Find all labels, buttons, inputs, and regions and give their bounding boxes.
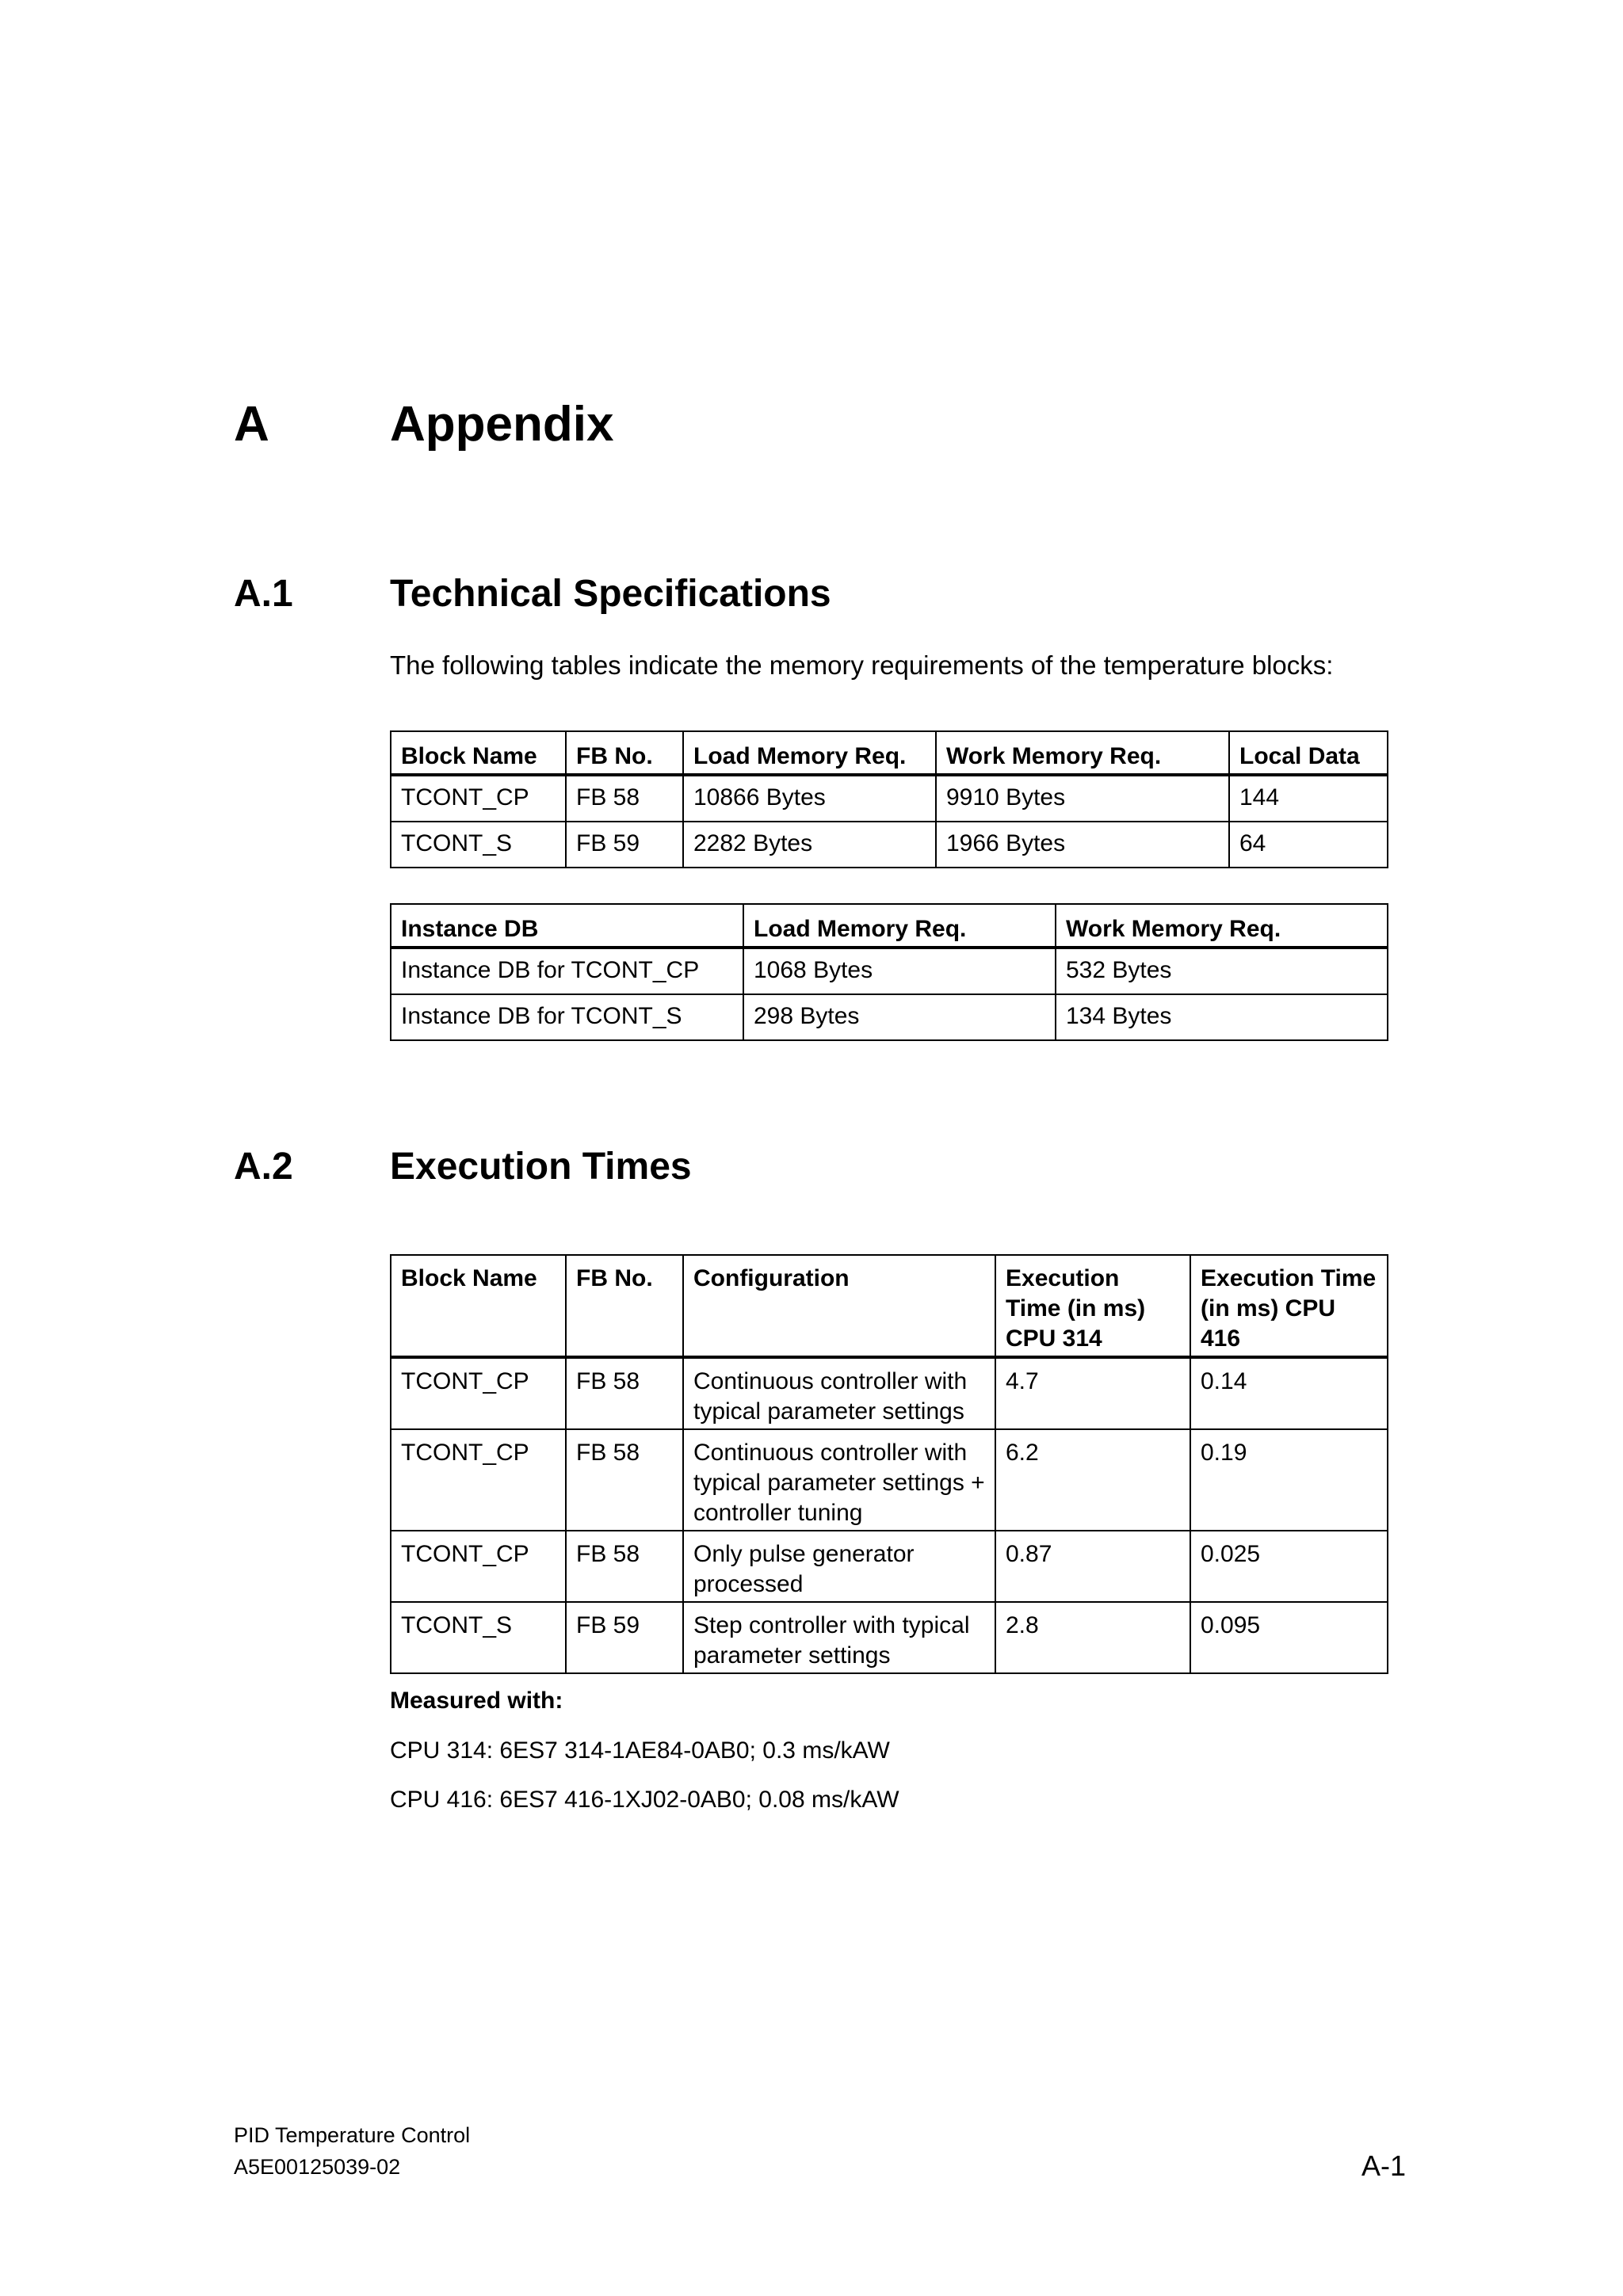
column-header: Execution Time (in ms) CPU 416 [1190, 1255, 1388, 1357]
section-2-title: Execution Times [390, 1146, 692, 1188]
table-row [391, 994, 1388, 1040]
table-cell: TCONT_S [391, 1602, 566, 1673]
table-cell: 4.7 [995, 1357, 1190, 1429]
column-header: Local Data [1229, 731, 1388, 775]
table-cell: TCONT_CP [391, 1531, 566, 1602]
measured-title: Measured with: [390, 1688, 563, 1714]
column-header: FB No. [566, 731, 683, 775]
measured-line-cpu416: CPU 416: 6ES7 416-1XJ02-0AB0; 0.08 ms/kAW [390, 1787, 899, 1813]
table-header-row [391, 904, 1388, 948]
table-cell: 9910 Bytes [936, 775, 1229, 822]
section-1-intro: The following tables indicate the memory requirements of the temperature blocks: [390, 650, 1334, 680]
measured-line-cpu314: CPU 314: 6ES7 314-1AE84-0AB0; 0.3 ms/kAW [390, 1737, 890, 1764]
table-cell: 0.14 [1190, 1357, 1388, 1429]
table-cell: 0.87 [995, 1531, 1190, 1602]
table-cell: 298 Bytes [743, 994, 1056, 1040]
table-cell: Continuous controller with typical parameter settings + controller tuning [683, 1429, 995, 1531]
table-cell: 1966 Bytes [936, 822, 1229, 868]
column-header: Block Name [391, 1255, 566, 1357]
table-cell: FB 58 [566, 775, 683, 822]
footer-doc-number: A5E00125039-02 [234, 2155, 401, 2179]
table-cell: 6.2 [995, 1429, 1190, 1531]
execution-times-table [390, 1254, 1388, 1674]
table-cell: 532 Bytes [1056, 948, 1388, 994]
table-cell: TCONT_CP [391, 1357, 566, 1429]
column-header: FB No. [566, 1255, 683, 1357]
table-cell: 1068 Bytes [743, 948, 1056, 994]
table-cell: Continuous controller with typical parameter settings [683, 1357, 995, 1429]
table-cell: Step controller with typical parameter settings [683, 1602, 995, 1673]
table-cell: TCONT_CP [391, 775, 566, 822]
table-cell: Instance DB for TCONT_S [391, 994, 743, 1040]
table-cell: Only pulse generator processed [683, 1531, 995, 1602]
chapter-number: A [234, 397, 269, 452]
page-number: A-1 [1361, 2149, 1407, 2182]
table-cell: TCONT_CP [391, 1429, 566, 1531]
column-header: Execution Time (in ms) CPU 314 [995, 1255, 1190, 1357]
table-header-row [391, 1255, 1388, 1357]
table-cell: 0.025 [1190, 1531, 1388, 1602]
table-header-row [391, 731, 1388, 775]
table-cell: 144 [1229, 775, 1388, 822]
table-row [391, 1429, 1388, 1531]
table-row [391, 948, 1388, 994]
table-cell: 2.8 [995, 1602, 1190, 1673]
table-cell: FB 58 [566, 1429, 683, 1531]
column-header: Load Memory Req. [743, 904, 1056, 948]
column-header: Block Name [391, 731, 566, 775]
table-row [391, 1602, 1388, 1673]
block-memory-table [390, 730, 1388, 868]
table-row [391, 1531, 1388, 1602]
table-cell: FB 58 [566, 1357, 683, 1429]
table-cell: 0.095 [1190, 1602, 1388, 1673]
chapter-title: Appendix [390, 397, 614, 452]
table-cell: FB 58 [566, 1531, 683, 1602]
footer-doc-title: PID Temperature Control [234, 2123, 471, 2147]
table-cell: 134 Bytes [1056, 994, 1388, 1040]
table-cell: 64 [1229, 822, 1388, 868]
table-cell: TCONT_S [391, 822, 566, 868]
column-header: Instance DB [391, 904, 743, 948]
table-row [391, 822, 1388, 868]
column-header: Load Memory Req. [683, 731, 936, 775]
section-1-number: A.1 [234, 573, 293, 615]
table-cell: Instance DB for TCONT_CP [391, 948, 743, 994]
table-row [391, 1357, 1388, 1429]
table-cell: FB 59 [566, 822, 683, 868]
table-cell: 2282 Bytes [683, 822, 936, 868]
table-cell: 0.19 [1190, 1429, 1388, 1531]
section-2-number: A.2 [234, 1146, 293, 1188]
table-row [391, 775, 1388, 822]
table-cell: FB 59 [566, 1602, 683, 1673]
table-cell: 10866 Bytes [683, 775, 936, 822]
section-1-title: Technical Specifications [390, 573, 831, 615]
column-header: Work Memory Req. [1056, 904, 1388, 948]
column-header: Work Memory Req. [936, 731, 1229, 775]
column-header: Configuration [683, 1255, 995, 1357]
instance-db-table [390, 903, 1388, 1041]
